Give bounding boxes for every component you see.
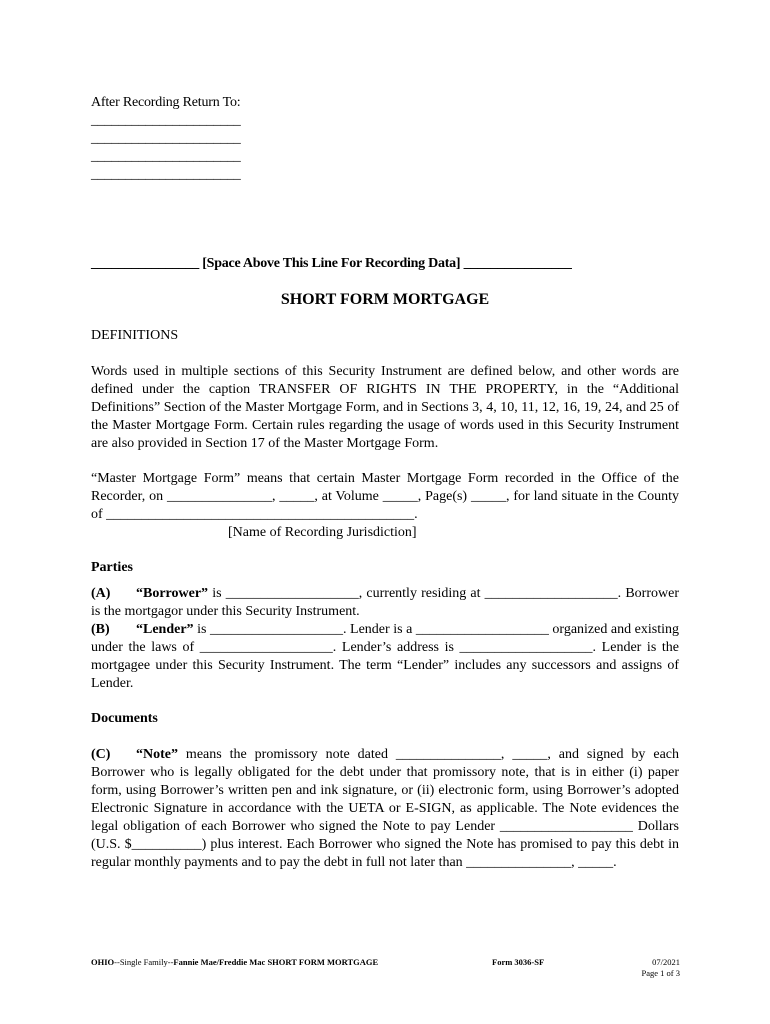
return-address-line: ______________________	[91, 113, 241, 128]
lender-definition	[91, 621, 679, 693]
document-title: SHORT FORM MORTGAGE	[280, 291, 490, 308]
footer-title: Fannie Mae/Freddie Mac SHORT FORM MORTGAGE	[173, 957, 379, 967]
note-marker: (C)	[91, 747, 111, 762]
footer-family: --Single Family--	[114, 957, 174, 967]
recording-data-line: ________________ [Space Above This Line For Recording Data] ________________	[91, 256, 572, 271]
definitions-intro: Words used in multiple sections of this Security Instrument are defined below, and other words are defined under the caption TRANSFER OF RIGHTS IN THE PROPERTY, in the “Additional Definitions” Section of the Master Mortgage Form, and in Sections 3, 4, 10, 11, 12, 16, 19, 24, and 25 of the Master Mortgage Form. Certain rules regarding the usage of words used in this Security Instrument are also provided in Section 17 of the Master Mortgage Form.	[91, 364, 679, 451]
lender-term: “Lender”	[136, 622, 194, 637]
footer-form-number: Form 3036-SF	[492, 957, 545, 967]
return-address-line: ______________________	[91, 167, 241, 182]
return-to-label: After Recording Return To:	[91, 95, 241, 110]
borrower-marker: (A)	[91, 586, 111, 601]
lender-marker: (B)	[91, 622, 110, 637]
documents-heading: Documents	[91, 711, 158, 726]
borrower-definition	[91, 585, 679, 621]
footer-page-number: Page 1 of 3	[641, 968, 680, 978]
definitions-heading: DEFINITIONS	[91, 328, 179, 343]
footer-state: OHIO	[91, 957, 115, 967]
jurisdiction-caption: [Name of Recording Jurisdiction]	[228, 525, 417, 540]
lender-text: is ___________________. Lender is a ___________________ organized and existing under the laws of ___________________. Lender’s address is ___________________. Lender is the mortgagee under this Security Instrument. The term “Lender” includes any successors and assigns of Lender.	[91, 622, 679, 691]
note-definition	[91, 746, 679, 872]
borrower-text: is ___________________, currently residing at ___________________. Borrower is the mortgagor under this Security Instrument.	[91, 586, 679, 619]
footer-date-page	[560, 957, 680, 979]
parties-heading: Parties	[91, 560, 133, 575]
borrower-term: “Borrower”	[136, 586, 209, 601]
return-address-line: ______________________	[91, 131, 241, 146]
note-text: means the promissory note dated _______________, _____, and signed by each Borrower who is legally obligated for the debt under that promissory note, that is in either (i) paper form, using Borrower’s written pen and ink signature, or (ii) electronic form, using Borrower’s adopted Electronic Signature in accordance with the UETA or E-SIGN, as applicable. The Note evidences the legal obligation of each Borrower who signed the Note to pay Lender ___________________ Dollars (U.S. $__________) plus interest. Each Borrower who signed the Note has promised to pay this debt in regular monthly payments and to pay the debt in full not later than _______________, _____.	[91, 747, 679, 870]
footer-date: 07/2021	[652, 957, 680, 967]
note-term: “Note”	[136, 747, 178, 762]
return-address-line: ______________________	[91, 149, 241, 164]
master-mortgage-form-definition: “Master Mortgage Form” means that certain Master Mortgage Form recorded in the Office of the Recorder, on _______________, _____, at Volume _____, Page(s) _____, for land situate in the County of ____________________________________________.	[91, 471, 679, 522]
footer-form-title	[91, 957, 378, 968]
